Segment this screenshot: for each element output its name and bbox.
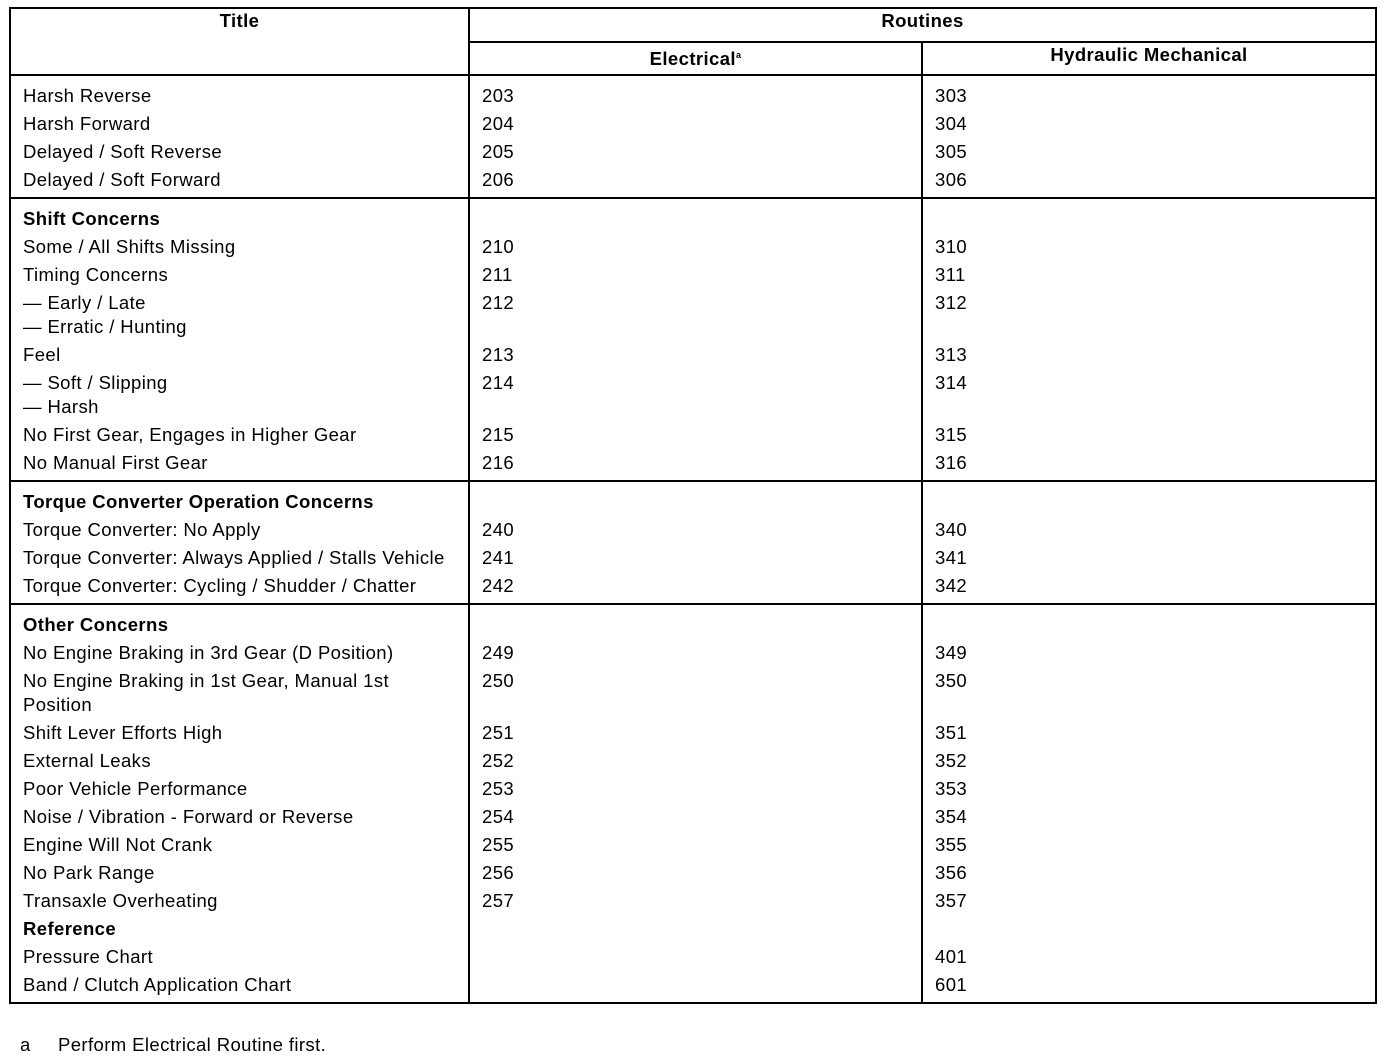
row-title: — Soft / Slipping — Harsh (10, 367, 469, 419)
hydraulic-routine-cell: 303 (922, 75, 1376, 108)
footnote-text: Perform Electrical Routine first. (58, 1034, 327, 1055)
electrical-routine-cell: 255 (469, 829, 922, 857)
electrical-routine-cell: 249 (469, 637, 922, 665)
hydraulic-routine-cell: 401 (922, 941, 1376, 969)
hydraulic-routine-cell: 357 (922, 885, 1376, 913)
electrical-routine-cell: 211 (469, 259, 922, 287)
electrical-routine-cell (469, 969, 922, 1003)
table-row (10, 287, 1376, 339)
section-heading-row (10, 604, 1376, 637)
row-title: Torque Converter: No Apply (10, 514, 469, 542)
electrical-routine-cell: 203 (469, 75, 922, 108)
row-title: Engine Will Not Crank (10, 829, 469, 857)
electrical-routine-cell (469, 198, 922, 231)
table-row (10, 637, 1376, 665)
section-heading-row (10, 913, 1376, 941)
row-title: Some / All Shifts Missing (10, 231, 469, 259)
hydraulic-routine-cell: 306 (922, 164, 1376, 198)
electrical-routine-cell: 204 (469, 108, 922, 136)
hydraulic-routine-cell: 316 (922, 447, 1376, 481)
electrical-column-header (469, 42, 922, 75)
table-row (10, 542, 1376, 570)
electrical-routine-cell: 253 (469, 773, 922, 801)
hydraulic-routine-cell (922, 604, 1376, 637)
table-group (10, 481, 1376, 604)
hydraulic-routine-cell: 601 (922, 969, 1376, 1003)
hydraulic-routine-cell: 356 (922, 857, 1376, 885)
hydraulic-routine-cell (922, 198, 1376, 231)
row-title: No Manual First Gear (10, 447, 469, 481)
section-heading-row (10, 198, 1376, 231)
table-group (10, 604, 1376, 1003)
table-row (10, 136, 1376, 164)
electrical-routine-cell: 257 (469, 885, 922, 913)
electrical-routine-cell (469, 913, 922, 941)
electrical-routine-cell: 252 (469, 745, 922, 773)
hydraulic-routine-cell: 311 (922, 259, 1376, 287)
electrical-routine-cell: 213 (469, 339, 922, 367)
electrical-routine-cell (469, 481, 922, 514)
electrical-routine-cell: 205 (469, 136, 922, 164)
section-heading-row (10, 481, 1376, 514)
routines-table (9, 7, 1377, 1004)
title-column-header: Title (10, 8, 469, 75)
row-title: No First Gear, Engages in Higher Gear (10, 419, 469, 447)
table-row (10, 419, 1376, 447)
table-row (10, 259, 1376, 287)
table-row (10, 941, 1376, 969)
row-title: Timing Concerns (10, 259, 469, 287)
row-title: External Leaks (10, 745, 469, 773)
electrical-routine-cell: 216 (469, 447, 922, 481)
table-header (10, 8, 1376, 75)
row-title: Torque Converter: Cycling / Shudder / Chatter (10, 570, 469, 604)
electrical-routine-cell: 251 (469, 717, 922, 745)
electrical-routine-cell: 256 (469, 857, 922, 885)
electrical-routine-cell: 215 (469, 419, 922, 447)
hydraulic-routine-cell: 354 (922, 801, 1376, 829)
electrical-routine-cell (469, 941, 922, 969)
electrical-routine-cell: 254 (469, 801, 922, 829)
table-row (10, 885, 1376, 913)
hydraulic-routine-cell: 312 (922, 287, 1376, 339)
row-title: No Engine Braking in 1st Gear, Manual 1st Position (10, 665, 469, 717)
table-row (10, 969, 1376, 1003)
row-title: Torque Converter: Always Applied / Stalls Vehicle (10, 542, 469, 570)
section-heading: Reference (10, 913, 469, 941)
table-row (10, 745, 1376, 773)
table-row (10, 514, 1376, 542)
row-title: Harsh Forward (10, 108, 469, 136)
hydraulic-routine-cell: 355 (922, 829, 1376, 857)
table-row (10, 801, 1376, 829)
table-row (10, 164, 1376, 198)
table-group (10, 75, 1376, 198)
table-row (10, 570, 1376, 604)
row-title: Noise / Vibration - Forward or Reverse (10, 801, 469, 829)
row-title: Delayed / Soft Reverse (10, 136, 469, 164)
row-title: Transaxle Overheating (10, 885, 469, 913)
electrical-routine-cell: 242 (469, 570, 922, 604)
hydraulic-routine-cell (922, 913, 1376, 941)
table-row (10, 231, 1376, 259)
table-row (10, 108, 1376, 136)
hydraulic-routine-cell: 342 (922, 570, 1376, 604)
footnote-marker: a (735, 50, 742, 60)
table-row (10, 367, 1376, 419)
electrical-routine-cell: 241 (469, 542, 922, 570)
electrical-routine-cell (469, 604, 922, 637)
electrical-routine-cell: 212 (469, 287, 922, 339)
section-heading: Shift Concerns (10, 198, 469, 231)
hydraulic-routine-cell (922, 481, 1376, 514)
table-row (10, 857, 1376, 885)
hydraulic-routine-cell: 353 (922, 773, 1376, 801)
hydraulic-routine-cell: 351 (922, 717, 1376, 745)
footnote (20, 1034, 326, 1056)
table-row (10, 75, 1376, 108)
table-row (10, 773, 1376, 801)
electrical-routine-cell: 210 (469, 231, 922, 259)
hydraulic-routine-cell: 313 (922, 339, 1376, 367)
electrical-header-label: Electrical (649, 48, 736, 70)
electrical-routine-cell: 206 (469, 164, 922, 198)
row-title: Harsh Reverse (10, 75, 469, 108)
electrical-routine-cell: 240 (469, 514, 922, 542)
section-heading: Torque Converter Operation Concerns (10, 481, 469, 514)
hydraulic-routine-cell: 349 (922, 637, 1376, 665)
hydraulic-routine-cell: 352 (922, 745, 1376, 773)
hydraulic-routine-cell: 340 (922, 514, 1376, 542)
hydraulic-routine-cell: 305 (922, 136, 1376, 164)
hydraulic-routine-cell: 350 (922, 665, 1376, 717)
electrical-routine-cell: 214 (469, 367, 922, 419)
row-title: No Park Range (10, 857, 469, 885)
table-row (10, 829, 1376, 857)
row-title: — Early / Late — Erratic / Hunting (10, 287, 469, 339)
table-row (10, 665, 1376, 717)
table-row (10, 447, 1376, 481)
table-group (10, 198, 1376, 481)
row-title: Poor Vehicle Performance (10, 773, 469, 801)
electrical-routine-cell: 250 (469, 665, 922, 717)
row-title: No Engine Braking in 3rd Gear (D Position) (10, 637, 469, 665)
hydraulic-routine-cell: 341 (922, 542, 1376, 570)
table-row (10, 717, 1376, 745)
hydraulic-routine-cell: 314 (922, 367, 1376, 419)
footnote-mark: a (20, 1034, 31, 1055)
hydraulic-routine-cell: 315 (922, 419, 1376, 447)
hydraulic-column-header: Hydraulic Mechanical (922, 42, 1376, 75)
row-title: Feel (10, 339, 469, 367)
row-title: Shift Lever Efforts High (10, 717, 469, 745)
row-title: Pressure Chart (10, 941, 469, 969)
section-heading: Other Concerns (10, 604, 469, 637)
hydraulic-routine-cell: 304 (922, 108, 1376, 136)
hydraulic-routine-cell: 310 (922, 231, 1376, 259)
table-row (10, 339, 1376, 367)
routines-header: Routines (469, 8, 1376, 42)
row-title: Delayed / Soft Forward (10, 164, 469, 198)
row-title: Band / Clutch Application Chart (10, 969, 469, 1003)
